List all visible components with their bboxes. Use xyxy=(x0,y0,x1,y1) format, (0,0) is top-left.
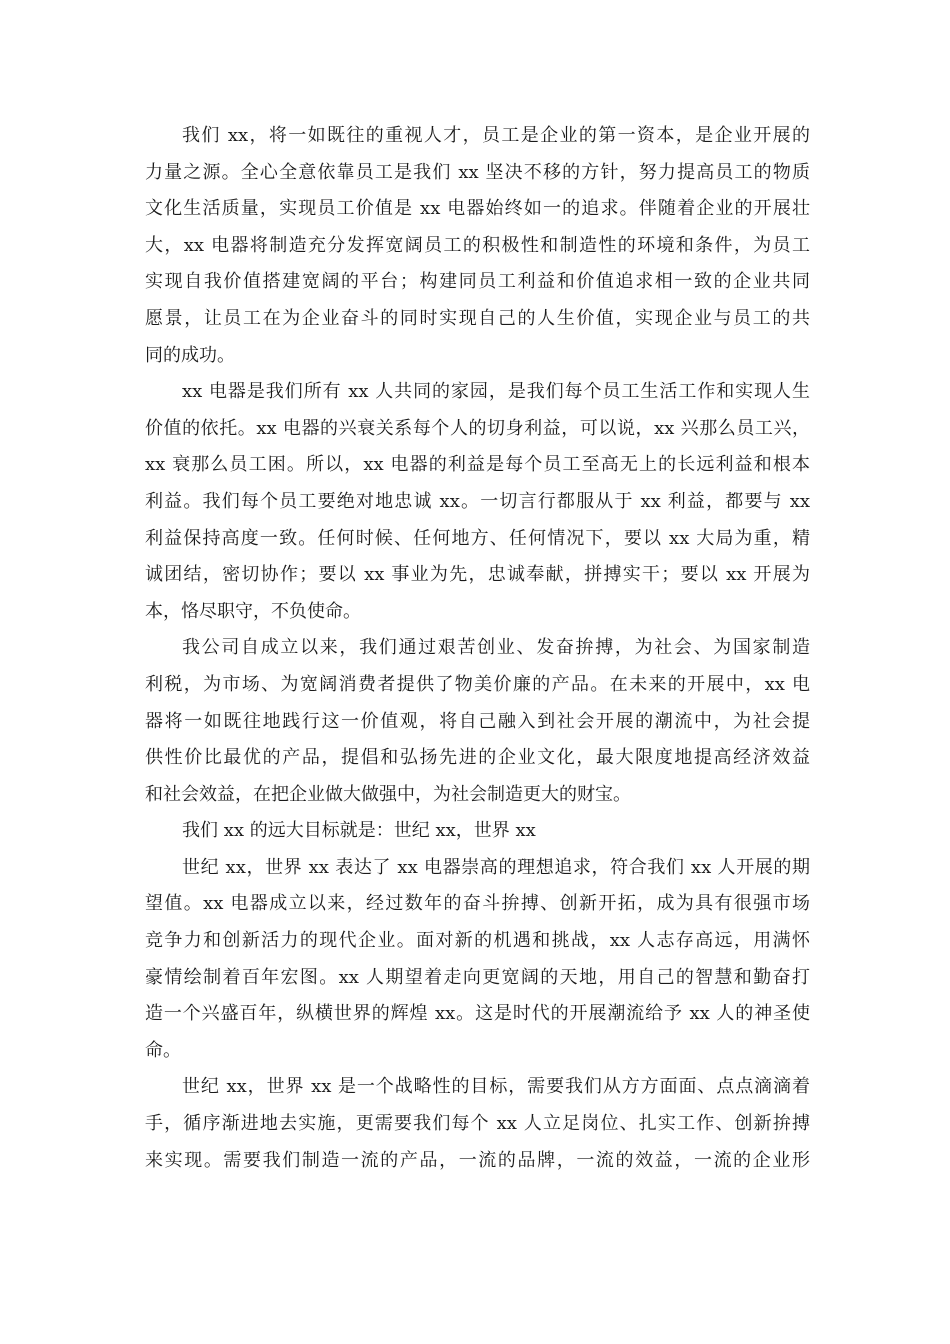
text-line: 世纪 xx，世界 xx 表达了 xx 电器崇高的理想追求，符合我们 xx 人开展的期 xyxy=(182,856,810,878)
paragraph-2 xyxy=(145,374,810,630)
text-line: 实现自我价值搭建宽阔的平台；构建同员工利益和价值追求相一致的企业共同 xyxy=(145,271,810,293)
text-line: 我公司自成立以来，我们通过艰苦创业、发奋拚搏，为社会、为国家制造 xyxy=(182,637,810,659)
paragraph-6 xyxy=(145,1069,810,1179)
text-line: 手，循序渐进地去实施，更需要我们每个 xx 人立足岗位、扎实工作、创新拚搏 xyxy=(145,1113,810,1135)
text-line: 诚团结，密切协作；要以 xx 事业为先，忠诚奉献，拼搏实干；要以 xx 开展为 xyxy=(145,564,810,586)
text-line: 价值的依托。xx 电器的兴衰关系每个人的切身利益，可以说，xx 兴那么员工兴， xyxy=(145,417,810,439)
text-line: xx 衰那么员工困。所以，xx 电器的利益是每个员工至高无上的长远利益和根本 xyxy=(145,454,810,476)
text-line: 来实现。需要我们制造一流的产品，一流的品牌，一流的效益，一流的企业形 xyxy=(145,1149,810,1171)
paragraph-1 xyxy=(145,118,810,374)
text-line: xx 电器是我们所有 xx 人共同的家园，是我们每个员工生活工作和实现人生 xyxy=(182,381,810,403)
text-line: 本，恪尽职守，不负使命。 xyxy=(145,600,361,622)
text-line: 望值。xx 电器成立以来，经过数年的奋斗拚搏、创新开拓，成为具有很强市场 xyxy=(145,893,810,915)
text-line: 大，xx 电器将制造充分发挥宽阔员工的积极性和制造性的环境和条件，为员工 xyxy=(145,234,810,256)
text-line: 器将一如既往地践行这一价值观，将自己融入到社会开展的潮流中，为社会提 xyxy=(145,710,810,732)
text-line: 竞争力和创新活力的现代企业。面对新的机遇和挑战，xx 人志存高远，用满怀 xyxy=(145,930,810,952)
text-line: 利益。我们每个员工要绝对地忠诚 xx。一切言行都服从于 xx 利益，都要与 xx xyxy=(145,490,810,512)
text-line: 和社会效益，在把企业做大做强中，为社会制造更大的财宝。 xyxy=(145,783,631,805)
text-line: 造一个兴盛百年，纵横世界的辉煌 xx。这是时代的开展潮流给予 xx 人的神圣使 xyxy=(145,1003,810,1025)
text-line: 命。 xyxy=(145,1039,181,1061)
document-body xyxy=(145,118,810,1179)
paragraph-5 xyxy=(145,850,810,1070)
text-line: 同的成功。 xyxy=(145,344,235,366)
text-line: 世纪 xx，世界 xx 是一个战略性的目标，需要我们从方方面面、点点滴滴着 xyxy=(182,1076,810,1098)
paragraph-3 xyxy=(145,630,810,813)
text-line: 豪情绘制着百年宏图。xx 人期望着走向更宽阔的天地，用自己的智慧和勤奋打 xyxy=(145,966,810,988)
text-line: 我们 xx，将一如既往的重视人才，员工是企业的第一资本，是企业开展的 xyxy=(182,125,810,146)
text-line: 我们 xx 的远大目标就是：世纪 xx，世界 xx xyxy=(182,820,536,842)
text-line: 愿景，让员工在为企业奋斗的同时实现自己的人生价值，实现企业与员工的共 xyxy=(145,307,810,329)
text-line: 力量之源。全心全意依靠员工是我们 xx 坚决不移的方针，努力提高员工的物质 xyxy=(145,161,810,183)
text-line: 文化生活质量，实现员工价值是 xx 电器始终如一的追求。伴随着企业的开展壮 xyxy=(145,198,810,220)
text-line: 供性价比最优的产品，提倡和弘扬先进的企业文化，最大限度地提高经济效益 xyxy=(145,747,810,769)
text-line: 利税，为市场、为宽阔消费者提供了物美价廉的产品。在未来的开展中，xx 电 xyxy=(145,673,810,695)
paragraph-4 xyxy=(145,813,810,850)
text-line: 利益保持高度一致。任何时候、任何地方、任何情况下，要以 xx 大局为重，精 xyxy=(145,527,810,549)
